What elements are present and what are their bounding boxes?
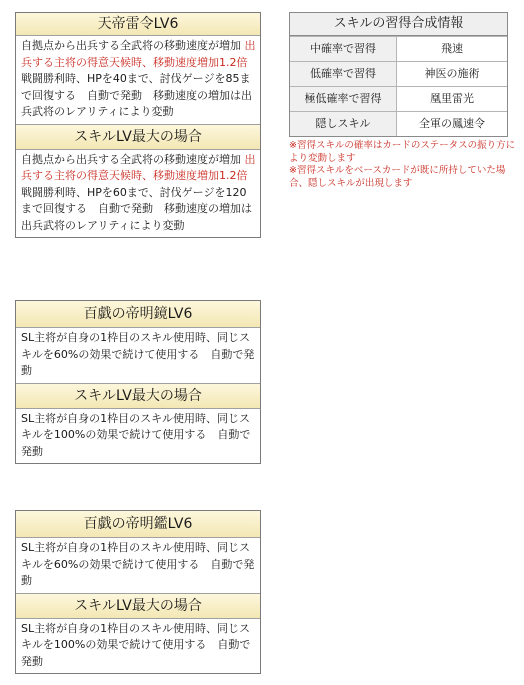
table-row (290, 86, 507, 111)
skill-max-title: スキルLV最大の場合 (16, 124, 260, 150)
skill-desc-text: 戦闘勝利時、HPを40まで、討伐ゲージを85まで回復する 自動で発動 移動速度の増加は出兵武将のレアリティにより変動 (21, 72, 252, 118)
skill-description (16, 36, 260, 124)
row-value: 神医の施術 (424, 67, 480, 80)
row-label: 中確率で習得 (290, 37, 397, 61)
skill-description: SL主将が自身の1枠目のスキル使用時、同じスキルを60%の効果で続けて使用する 自動で発動 (21, 331, 255, 377)
skill-max-title: スキルLV最大の場合 (16, 383, 260, 409)
row-value: 全軍の鳳速令 (419, 117, 485, 130)
skill-desc-text: 自拠点から出兵する全武将の移動速度が増加 (21, 39, 241, 52)
skill-desc-text: 戦闘勝利時、HPを60まで、討伐ゲージを120まで回復する 自動で発動 移動速度の増加は出兵武将のレアリティにより変動 (21, 185, 252, 232)
skill-synthesis-table (289, 12, 508, 137)
skill-desc-highlight: 出兵する主将の得意天候時、移動速度増加1.2倍 (21, 39, 256, 69)
skill-card-tentei-reirei (15, 12, 261, 238)
synthesis-notes (289, 140, 519, 190)
skill-card-hyakugi-meikyo (15, 300, 261, 464)
row-value: 凰里雷光 (430, 92, 474, 105)
note-hidden-skill: ※習得スキルをベースカードが既に所持していた場合、隠しスキルが出現します (289, 165, 506, 189)
row-value: 飛速 (441, 42, 463, 55)
skill-desc-highlight: 出兵する主将の得意天候時、移動速度増加1.2倍 (21, 152, 256, 182)
row-label: 極低確率で習得 (290, 87, 397, 111)
skill-max-title: スキルLV最大の場合 (16, 593, 260, 619)
row-label: 隠しスキル (290, 112, 397, 136)
skill-title: 百戯の帝明鑑LV6 (16, 511, 260, 538)
skill-title: 百戯の帝明鏡LV6 (16, 301, 260, 328)
skill-description: SL主将が自身の1枠目のスキル使用時、同じスキルを60%の効果で続けて使用する 自動で発動 (21, 541, 255, 587)
note-probability: ※習得スキルの確率はカードのステータスの振り方により変動します (289, 140, 516, 164)
skill-desc-text: 自拠点から出兵する全武将の移動速度が増加 (21, 152, 241, 166)
table-row (290, 36, 507, 61)
table-title: スキルの習得合成情報 (290, 13, 507, 36)
skill-max-description: SL主将が自身の1枠目のスキル使用時、同じスキルを100%の効果で続けて使用する 自動で発動 (21, 411, 251, 458)
skill-card-hyakugi-meikan (15, 510, 261, 674)
skill-title: 天帝雷令LV6 (16, 13, 260, 36)
table-row (290, 61, 507, 86)
table-row (290, 111, 507, 136)
row-label: 低確率で習得 (290, 62, 397, 86)
skill-max-description: SL主将が自身の1枠目のスキル使用時、同じスキルを100%の効果で続けて使用する 自動で発動 (21, 621, 251, 668)
skill-max-description (16, 150, 260, 238)
